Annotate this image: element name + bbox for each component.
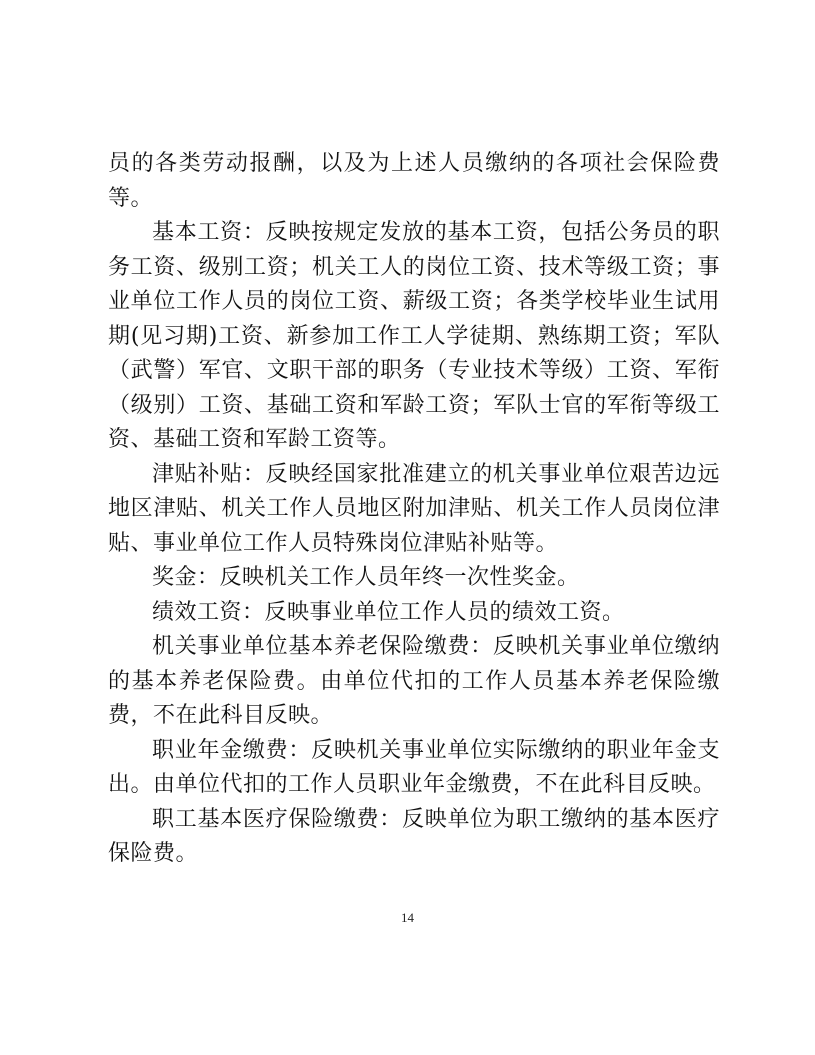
paragraph-continuation: 员的各类劳动报酬，以及为上述人员缴纳的各项社会保险费等。 — [108, 151, 720, 211]
paragraph-performance-pay: 绩效工资：反映事业单位工作人员的绩效工资。 — [152, 599, 625, 625]
paragraph-occupational-annuity: 职业年金缴费：反映机关事业单位实际缴纳的职业年金支出。由单位代扣的工作人员职业年金缴费，不在此科目反映。 — [108, 737, 720, 797]
document-body — [108, 147, 720, 872]
page-number: 14 — [401, 910, 414, 925]
paragraph-pension-insurance: 机关事业单位基本养老保险缴费：反映机关事业单位缴纳的基本养老保险费。由单位代扣的工作人员基本养老保险缴费，不在此科目反映。 — [108, 634, 720, 728]
paragraph-basic-salary: 基本工资：反映按规定发放的基本工资，包括公务员的职务工资、级别工资；机关工人的岗位工资、技术等级工资；事业单位工作人员的岗位工资、薪级工资；各类学校毕业生试用期(见习期)工资、新参加工作工人学徒期、熟练期工资；军队（武警）军官、文职干部的职务（专业技术等级）工资、军衔（级别）工资、基础工资和军龄工资；军队士官的军衔等级工资、基础工资和军龄工资等。 — [108, 220, 720, 452]
paragraph-medical-insurance: 职工基本医疗保险缴费：反映单位为职工缴纳的基本医疗保险费。 — [108, 806, 720, 866]
paragraph-bonus: 奖金：反映机关工作人员年终一次性奖金。 — [152, 565, 580, 590]
paragraph-allowances: 津贴补贴：反映经国家批准建立的机关事业单位艰苦边远地区津贴、机关工作人员地区附加津贴、机关工作人员岗位津贴、事业单位工作人员特殊岗位津贴补贴等。 — [108, 461, 720, 556]
